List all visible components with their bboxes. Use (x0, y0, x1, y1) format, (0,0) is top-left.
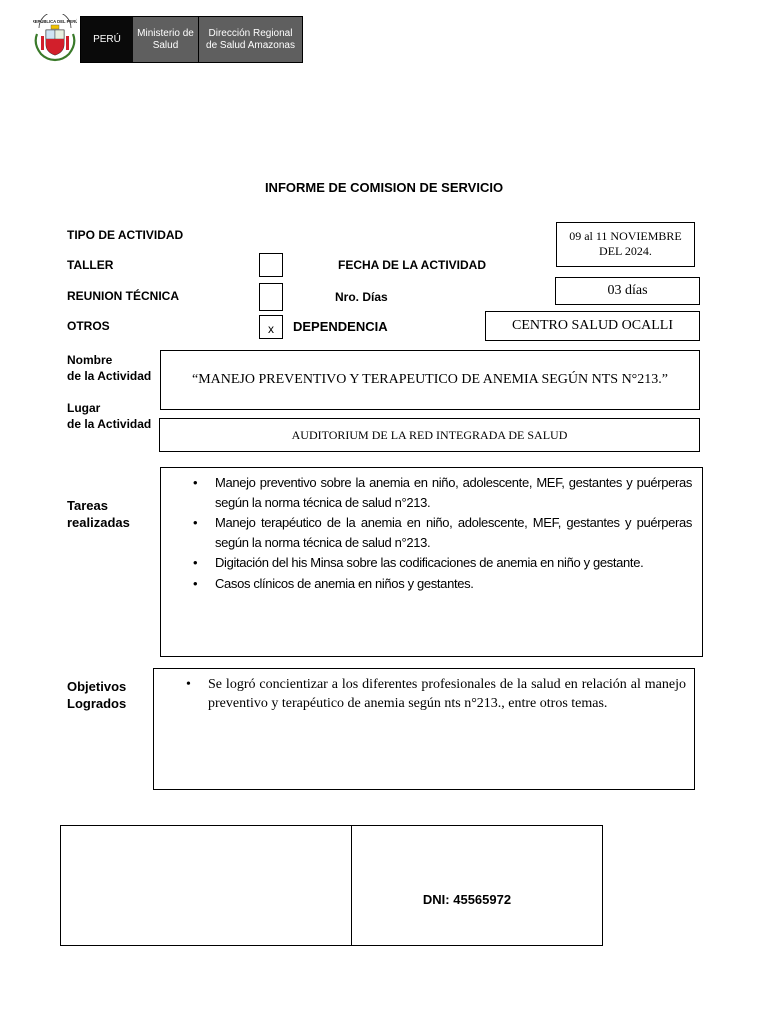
objetivos-field (153, 668, 695, 790)
dependencia-field (485, 311, 700, 341)
tareas-list (191, 473, 692, 593)
fecha-line-1: 09 al 11 NOVIEMBRE (569, 229, 682, 243)
label-objetivos-line-1: Objetivos (67, 679, 127, 694)
signature-table (60, 825, 603, 946)
label-objetivos (67, 678, 126, 712)
tarea-item: • Digitación del his Minsa sobre las codificaciones de anemia en niño y gestante. (191, 553, 692, 573)
document-title: INFORME DE COMISION DE SERVICIO (264, 180, 504, 195)
seal-text: REPÚBLICA DEL PERÚ (33, 19, 77, 24)
label-objetivos-line-2: Logrados (67, 696, 127, 711)
dni-cell (352, 826, 602, 945)
header-ministerio: Ministerio de Salud (133, 17, 199, 62)
header-peru: PERÚ (81, 17, 133, 62)
header-bar (80, 16, 303, 63)
tarea-item: • Manejo terapéutico de la anemia en niño, adolescente, MEF, gestantes y puérperas según la norma técnica de salud n°213. (191, 513, 692, 552)
tareas-field (160, 467, 703, 657)
label-reunion: REUNION TÉCNICA (67, 289, 180, 303)
objetivo-item: • Se logró concientizar a los diferentes profesionales de la salud en relación al manejo preventivo y terapéutico de anemia según nts n°213., entre otros temas. (184, 675, 686, 713)
checkbox-taller[interactable] (259, 253, 283, 277)
label-otros: OTROS (67, 319, 110, 333)
nombre-actividad-field (160, 350, 700, 410)
lugar-actividad-value: AUDITORIUM DE LA RED INTEGRADA DE SALUD (291, 427, 568, 442)
label-tareas-line-1: Tareas (67, 498, 108, 513)
fecha-line-2: DEL 2024. (599, 244, 652, 258)
nombre-actividad-value: “MANEJO PREVENTIVO Y TERAPEUTICO DE ANEMIA SEGÚN NTS N°213.” (191, 372, 668, 387)
tarea-item: • Casos clínicos de anemia en niños y gestantes. (191, 574, 692, 594)
label-nombre-line-2: de la Actividad (67, 369, 152, 383)
label-taller: TALLER (67, 258, 114, 272)
label-lugar-line-1: Lugar (67, 401, 101, 415)
checkbox-otros-mark: x (268, 322, 274, 336)
label-lugar-line-2: de la Actividad (67, 417, 152, 431)
header-direccion: Dirección Regional de Salud Amazonas (199, 17, 302, 62)
label-nombre-actividad (67, 352, 151, 384)
label-dependencia: DEPENDENCIA (293, 319, 388, 334)
lugar-actividad-field (159, 418, 700, 452)
label-nombre-line-1: Nombre (67, 353, 113, 367)
dependencia-value: CENTRO SALUD OCALLI (512, 318, 673, 333)
peru-coat-of-arms-icon (33, 14, 77, 62)
fecha-field (556, 222, 695, 267)
tarea-item: • Manejo preventivo sobre la anemia en niño, adolescente, MEF, gestantes y puérperas según la norma técnica de salud n°213. (191, 473, 692, 512)
label-tareas-line-2: realizadas (67, 515, 130, 530)
dias-field (555, 277, 700, 305)
label-tareas (67, 497, 130, 531)
dni-value: DNI: 45565972 (422, 892, 512, 907)
signature-cell (61, 826, 352, 945)
objetivos-list (184, 675, 686, 713)
dias-value: 03 días (607, 283, 648, 298)
checkbox-otros[interactable] (259, 315, 283, 339)
label-fecha-actividad: FECHA DE LA ACTIVIDAD (338, 258, 486, 272)
label-lugar-actividad (67, 400, 151, 432)
label-nro-dias: Nro. Días (335, 290, 388, 304)
label-tipo-actividad: TIPO DE ACTIVIDAD (67, 228, 184, 242)
checkbox-reunion[interactable] (259, 283, 283, 311)
